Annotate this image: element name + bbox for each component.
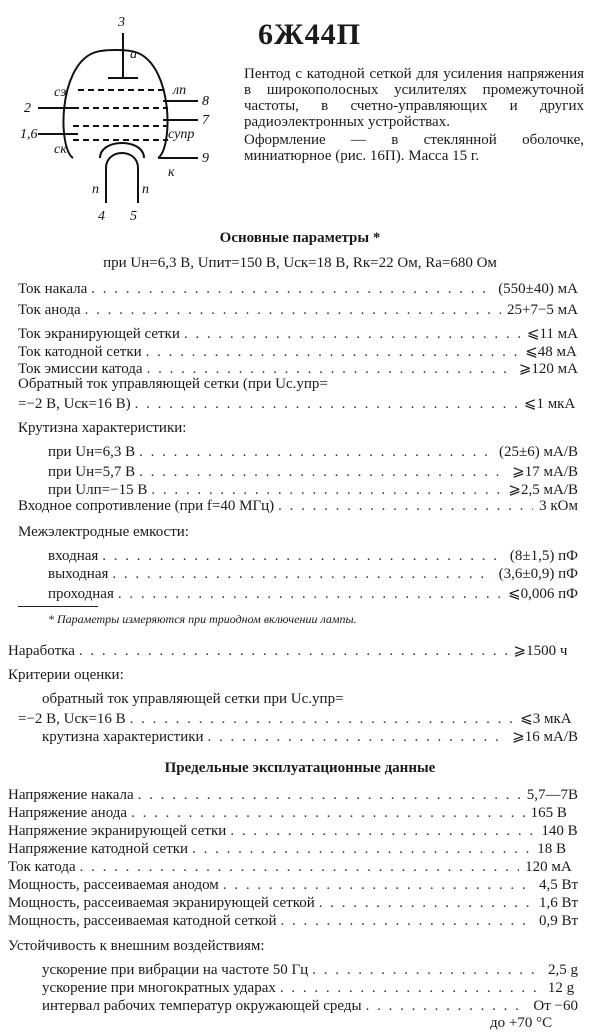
electrode-label-supr: супр xyxy=(168,127,195,142)
param-row-reverse-grid-current: =−2 В, Uск=16 В) . . . ⩽1 мкА xyxy=(18,394,578,413)
electrode-label-se: сэ xyxy=(54,85,67,100)
limit-row-cathode-grid-dissipation: Мощность, рассеиваемая катодной сеткой . . . 0,9 Вт xyxy=(8,913,578,930)
slope-row-2: при Uн=5,7 В . . . ⩾17 мА/В xyxy=(48,462,578,481)
stability-heading: Устойчивость к внешним воздействиям: xyxy=(8,938,265,954)
electrode-label-a: а xyxy=(130,47,137,62)
pin-label-1-6: 1,6 xyxy=(20,127,38,142)
capacitance-row-input: входная . . . (8±1,5) пФ xyxy=(48,548,578,565)
measurement-conditions: при Uн=6,3 В, Uпит=150 В, Uск=18 В, Rк=22 Ом, Rа=680 Ом xyxy=(103,255,497,271)
capacitance-row-transfer: проходная . . . ⩽0,006 пФ xyxy=(48,584,578,603)
tube-description xyxy=(244,66,584,164)
param-row-screen-current: Ток экранирующей сетки . . . ⩽11 мА xyxy=(18,324,578,343)
limit-row-heater-voltage: Напряжение накала . . . 5,7—7В xyxy=(8,787,578,804)
footnote: * Параметры измеряются при триодном включении лампы. xyxy=(48,612,357,626)
limit-row-cathode-grid-voltage: Напряжение катодной сетки . . . 18 В xyxy=(8,841,578,858)
criteria-slope-row: крутизна характеристики . . . ⩾16 мА/В xyxy=(42,727,578,746)
param-row-heater-current: Ток накала . . . (550±40) мА xyxy=(18,281,578,298)
limit-row-screen-voltage: Напряжение экранирующей сетки . . . 140 В xyxy=(8,823,578,840)
slope-heading: Крутизна характеристики: xyxy=(18,420,187,436)
stability-row-shock: ускорение при многократных ударах . . . 12 g xyxy=(42,980,578,997)
pin-label-4: 4 xyxy=(98,209,105,223)
electrode-label-sk: ск xyxy=(54,142,67,157)
criteria-line1: обратный ток управляющей сетки при Uс.упр= xyxy=(42,691,344,707)
slope-row-1: при Uн=6,3 В . . . (25±6) мА/В xyxy=(48,444,578,461)
pin-label-9: 9 xyxy=(202,151,209,166)
slope-row-3: при Uлп=−15 В . . . ⩾2,5 мА/В xyxy=(48,480,578,499)
pin-label-2: 2 xyxy=(24,101,31,116)
param-row-cathode-grid-current: Ток катодной сетки . . . ⩽48 мА xyxy=(18,342,578,361)
limit-row-cathode-current: Ток катода . . . 120 мА xyxy=(8,859,578,876)
param-row-emission-current: Ток эмиссии катода . . . ⩾120 мА xyxy=(18,359,578,378)
electrode-label-p2: п xyxy=(142,182,149,197)
limit-row-screen-dissipation: Мощность, рассеиваемая экранирующей сеткой . . . 1,6 Вт xyxy=(8,895,578,912)
stability-row-vibration: ускорение при вибрации на частоте 50 Гц . . . 2,5 g xyxy=(42,962,578,979)
main-parameters-heading: Основные параметры * xyxy=(219,230,381,246)
pin-label-5: 5 xyxy=(130,209,137,223)
limits-heading: Предельные эксплуатационные данные xyxy=(164,760,436,776)
electrode-label-p1: п xyxy=(92,182,99,197)
pin-label-7: 7 xyxy=(202,113,209,128)
param-row-anode-current: Ток анода . . . 25+7−5 мА xyxy=(18,302,578,319)
pin-label-8: 8 xyxy=(202,94,209,109)
capacitance-heading: Межэлектродные емкости: xyxy=(18,524,189,540)
limit-row-anode-dissipation: Мощность, рассеиваемая анодом . . . 4,5 Вт xyxy=(8,877,578,894)
temperature-upper-limit: до +70 °С xyxy=(490,1015,553,1031)
footnote-divider xyxy=(18,606,98,607)
description-purpose: Пентод с катодной сеткой для усиления напряжения в широкополосных усилителях промежуточной частоты, в счетно-управляющих и других радиоэлектронных устройствах. xyxy=(244,66,584,130)
stability-row-temperature: интервал рабочих температур окружающей среды . . . От −60 xyxy=(42,998,578,1015)
life-row: Наработка . . . ⩾1500 ч xyxy=(8,641,578,660)
envelope-outline xyxy=(63,50,167,158)
page-title: 6Ж44П xyxy=(258,18,361,51)
electrode-label-lp: лп xyxy=(173,83,187,98)
criteria-heading: Критерии оценки: xyxy=(8,667,124,683)
capacitance-row-output: выходная . . . (3,6±0,9) пФ xyxy=(48,566,578,583)
tube-pinout-diagram xyxy=(18,8,228,223)
pin-label-3: 3 xyxy=(118,15,125,30)
limit-row-anode-voltage: Напряжение анода . . . 165 В xyxy=(8,805,578,822)
criteria-reverse-current-row: =−2 В, Uск=16 В . . . ⩽3 мкА xyxy=(18,709,578,728)
electrode-label-k: к xyxy=(168,165,175,180)
description-design: Оформление — в стеклянной оболочке, миниатюрное (рис. 16П). Масса 15 г. xyxy=(244,132,584,164)
param-row-input-resistance: Входное сопротивление (при f=40 МГц) . . . 3 кОм xyxy=(18,498,578,515)
reverse-current-line1: Обратный ток управляющей сетки (при Uс.упр= xyxy=(18,376,328,392)
